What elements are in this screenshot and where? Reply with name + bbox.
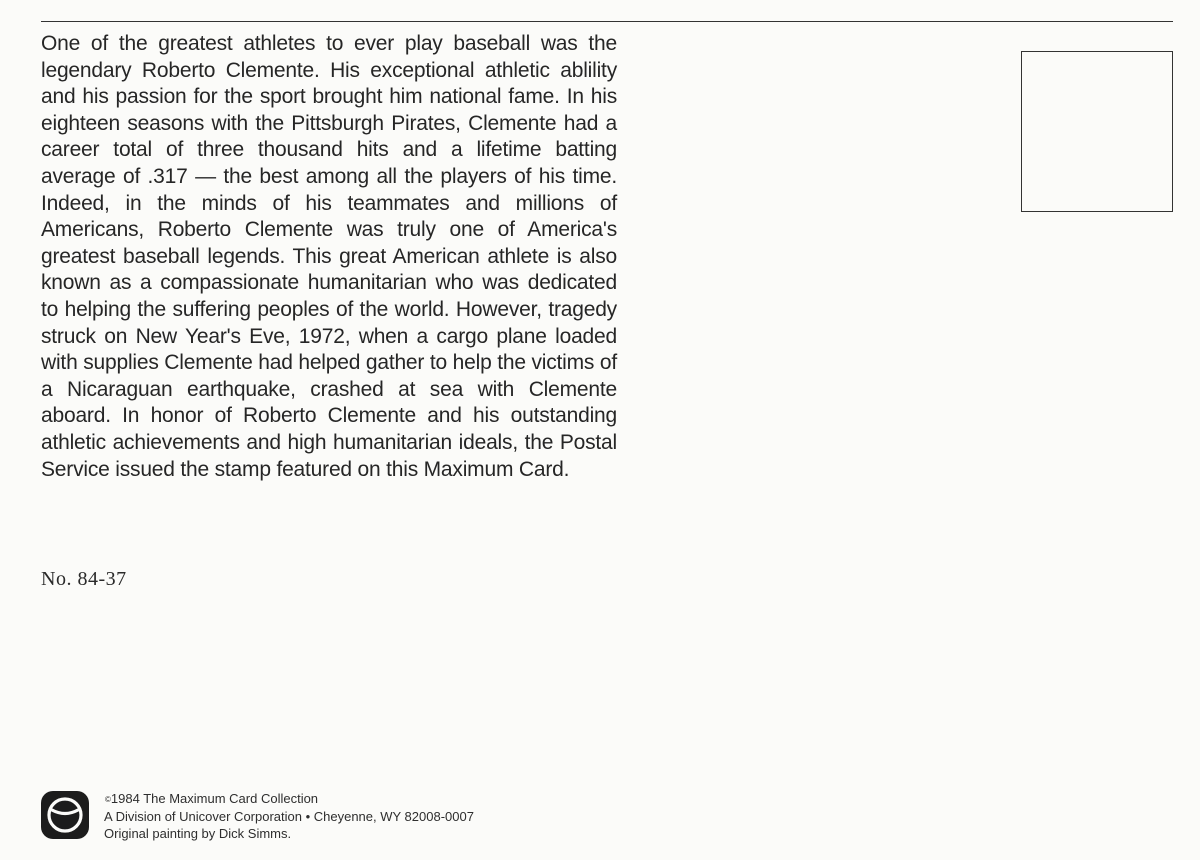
card-number: No. 84-37 [41,568,127,590]
stamp-placement-box [1021,51,1173,212]
credits-block [104,790,474,843]
company-address-line: A Division of Unicover Corporation • Cheyenne, WY 82008-0007 [104,808,474,824]
copyright-line [105,790,474,808]
copyright-symbol: © [105,795,111,804]
description-paragraph: One of the greatest athletes to ever play baseball was the legendary Roberto Clemente. His exceptional athletic ablility and his passion for the sport brought him national fame. In his eighteen seasons with the Pittsburgh Pirates, Clemente had a career total of three thousand hits and a lifetime batting average of .317 — the best among all the players of his time. Indeed, in the minds of his teammates and millions of Americans, Roberto Clemente was truly one of America's greatest baseball legends. This great American athlete is also known as a compassionate humanitarian who was dedicated to helping the suffering peoples of the world. However, tragedy struck on New Year's Eve, 1972, when a cargo plane loaded with supplies Clemente had helped gather to help the victims of a Nicaraguan earthquake, crashed at sea with Clemente aboard. In honor of Roberto Clemente and his outstanding athletic achievements and high humanitarian ideals, the Postal Service issued the stamp featured on this Maximum Card. [41,32,617,481]
top-divider [41,21,1173,22]
unicover-logo-icon [41,791,89,839]
copyright-text: 1984 The Maximum Card Collection [110,791,319,806]
painting-credit-line: Original painting by Dick Simms. [104,826,292,841]
